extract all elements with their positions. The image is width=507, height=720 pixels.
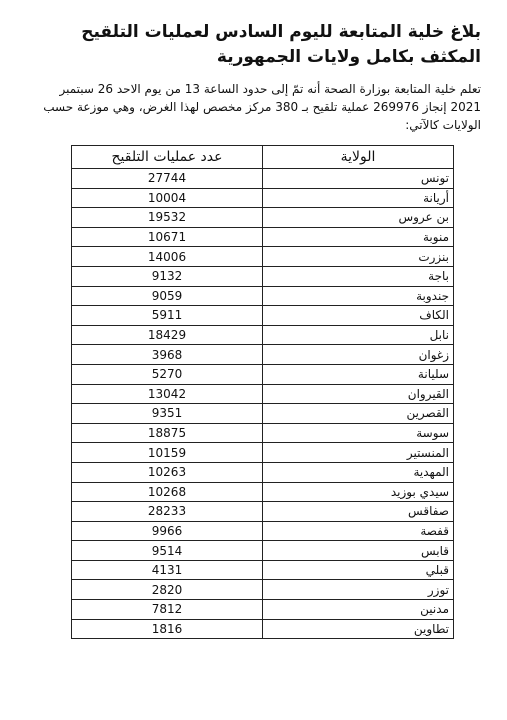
governorate-cell: بن عروس <box>263 208 454 228</box>
table-row <box>72 325 454 345</box>
table-row <box>72 482 454 502</box>
table-row <box>72 619 454 639</box>
governorate-cell: القيروان <box>263 384 454 404</box>
vaccination-count-cell: 13042 <box>72 384 263 404</box>
intro-paragraph: تعلم خلية المتابعة بوزارة الصحة أنه تمّ إلى حدود الساعة 13 من يوم الاحد 26 سبتمبر 2021 إنجاز 269976 عملية تلقيح بـ 380 مركز مخصص لهذا الغرض، وهي موزعة حسب الولايات كالآتي: <box>43 82 481 132</box>
governorate-cell: صفاقس <box>263 502 454 522</box>
vaccination-count-cell: 18875 <box>72 423 263 443</box>
governorate-cell: جندوبة <box>263 286 454 306</box>
table-row <box>72 306 454 326</box>
governorate-cell: سيدي بوزيد <box>263 482 454 502</box>
table-body <box>72 169 454 639</box>
table-row <box>72 247 454 267</box>
table-row <box>72 208 454 228</box>
table-row <box>72 404 454 424</box>
vaccination-count-cell: 10268 <box>72 482 263 502</box>
vaccination-count-cell: 28233 <box>72 502 263 522</box>
vaccination-count-cell: 3968 <box>72 345 263 365</box>
table-row <box>72 462 454 482</box>
vaccination-count-cell: 27744 <box>72 169 263 189</box>
vaccination-count-cell: 10263 <box>72 462 263 482</box>
governorate-cell: المنستير <box>263 443 454 463</box>
table-row <box>72 443 454 463</box>
governorate-cell: تطاوين <box>263 619 454 639</box>
vaccination-count-cell: 1816 <box>72 619 263 639</box>
vaccination-count-cell: 14006 <box>72 247 263 267</box>
governorate-cell: سوسة <box>263 423 454 443</box>
vaccination-count-cell: 9514 <box>72 541 263 561</box>
vaccination-count-cell: 9351 <box>72 404 263 424</box>
table-row <box>72 600 454 620</box>
table-row <box>72 423 454 443</box>
header-vaccination-count: عدد عمليات التلقيح <box>72 146 263 169</box>
governorate-cell: الكاف <box>263 306 454 326</box>
governorate-cell: قفصة <box>263 521 454 541</box>
document-title: بلاغ خلية المتابعة لليوم السادس لعمليات التلقيح المكثف بكامل ولايات الجمهورية <box>81 22 481 67</box>
table-row <box>72 541 454 561</box>
vaccination-count-cell: 9132 <box>72 266 263 286</box>
vaccination-count-cell: 5270 <box>72 364 263 384</box>
vaccination-count-cell: 9966 <box>72 521 263 541</box>
table-row <box>72 560 454 580</box>
table-row <box>72 384 454 404</box>
table-row <box>72 286 454 306</box>
table-row <box>72 580 454 600</box>
vaccination-count-cell: 10671 <box>72 227 263 247</box>
vaccination-count-cell: 7812 <box>72 600 263 620</box>
table-row <box>72 364 454 384</box>
vaccination-table <box>71 145 454 639</box>
governorate-cell: أريانة <box>263 188 454 208</box>
table-row <box>72 169 454 189</box>
governorate-cell: سليانة <box>263 364 454 384</box>
governorate-cell: القصرين <box>263 404 454 424</box>
vaccination-count-cell: 2820 <box>72 580 263 600</box>
table-row <box>72 502 454 522</box>
governorate-cell: قبلي <box>263 560 454 580</box>
vaccination-count-cell: 10159 <box>72 443 263 463</box>
governorate-cell: زغوان <box>263 345 454 365</box>
vaccination-count-cell: 9059 <box>72 286 263 306</box>
vaccination-count-cell: 5911 <box>72 306 263 326</box>
governorate-cell: بنزرت <box>263 247 454 267</box>
governorate-cell: تونس <box>263 169 454 189</box>
governorate-cell: مدنين <box>263 600 454 620</box>
vaccination-count-cell: 4131 <box>72 560 263 580</box>
vaccination-count-cell: 19532 <box>72 208 263 228</box>
table-row <box>72 266 454 286</box>
governorate-cell: منوبة <box>263 227 454 247</box>
governorate-cell: المهدية <box>263 462 454 482</box>
vaccination-count-cell: 10004 <box>72 188 263 208</box>
governorate-cell: باجة <box>263 266 454 286</box>
vaccination-count-cell: 18429 <box>72 325 263 345</box>
table-row <box>72 345 454 365</box>
governorate-cell: قابس <box>263 541 454 561</box>
governorate-cell: نابل <box>263 325 454 345</box>
header-governorate: الولاية <box>263 146 454 169</box>
table-row <box>72 521 454 541</box>
table-row <box>72 227 454 247</box>
table-header-row <box>72 146 454 169</box>
table-row <box>72 188 454 208</box>
governorate-cell: توزر <box>263 580 454 600</box>
